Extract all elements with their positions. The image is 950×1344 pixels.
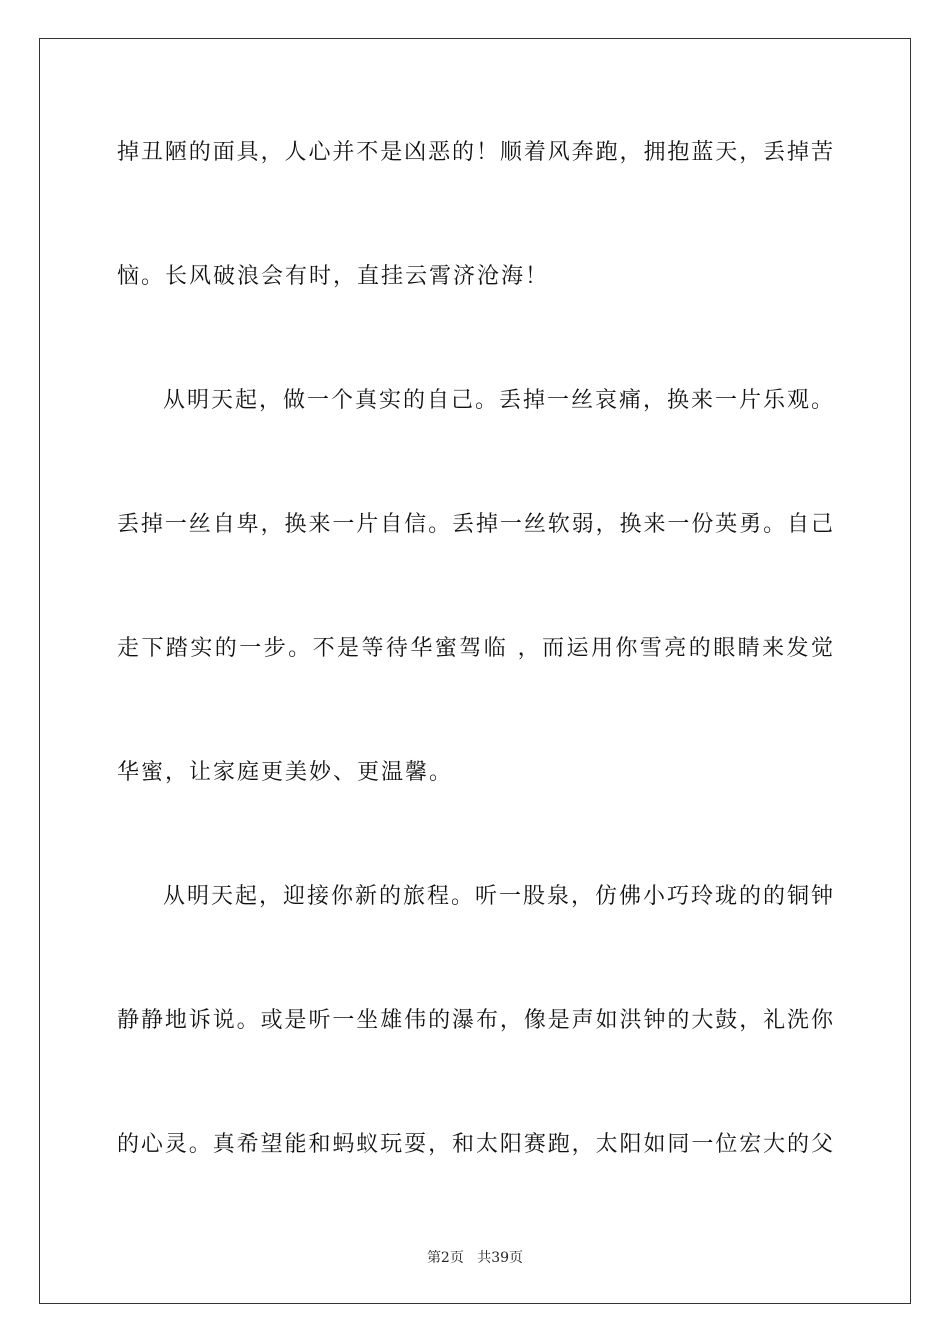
text-line-8: 静静地诉说。或是听一坐雄伟的瀑布，像是声如洪钟的大鼓，礼洗你: [117, 1008, 833, 1033]
page-number: 第2页: [426, 1250, 464, 1266]
text-line-9: 的心灵。真希望能和蚂蚁玩耍，和太阳赛跑，太阳如同一位宏大的父: [117, 1132, 833, 1157]
text-line-7: 从明天起，迎接你新的旅程。听一股泉，仿佛小巧玲珑的的铜钟: [163, 884, 833, 909]
page-frame: [39, 38, 911, 1304]
page-footer: [0, 1248, 950, 1268]
text-line-5: 走下踏实的一步。不是等待华蜜驾临 ，而运用你雪亮的眼睛来发觉: [117, 636, 833, 661]
text-line-2: 恼。长风破浪会有时，直挂云霄济沧海！: [117, 264, 550, 289]
page-total: 共39页: [477, 1250, 524, 1266]
text-line-6: 华蜜，让家庭更美妙、更温馨。: [117, 760, 454, 785]
text-line-1: 掉丑陋的面具，人心并不是凶恶的！顺着风奔跑，拥抱蓝天，丢掉苦: [117, 140, 833, 165]
text-line-3: 从明天起，做一个真实的自己。丢掉一丝哀痛，换来一片乐观。: [163, 388, 833, 413]
text-line-4: 丢掉一丝自卑，换来一片自信。丢掉一丝软弱，换来一份英勇。自己: [117, 512, 833, 537]
